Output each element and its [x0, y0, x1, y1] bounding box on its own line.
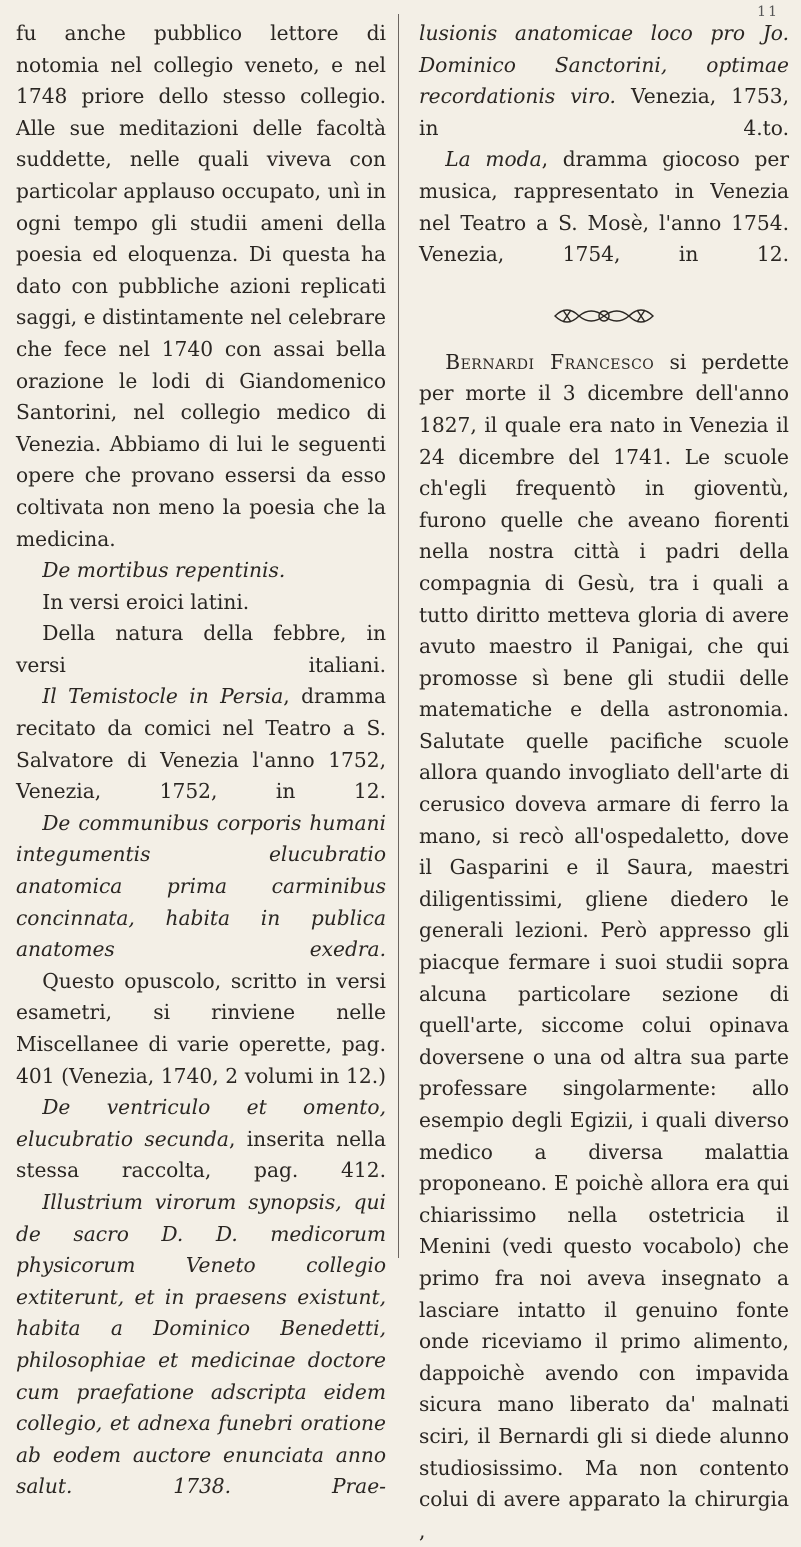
- work-title: La moda: [445, 147, 542, 172]
- biography-text: si perdette per morte il 3 dicembre dell'anno 1827, il quale era nato in Venezia il 24 dicembre del 1741. Le scuole ch'egli frequentò in gioventù, furono quelle che aveano fiorenti nella nostra città i padri della compagnia di Gesù, tra i quali a tutto diritto metteva gloria di avere avuto maestro il Panigai, che qui promosse sì bene gli studii delle matematiche e della astronomia. Salutate quelle pacifiche scuole allora quando invogliato dell'arte di cerusico doveva armare di ferro la mano, si recò all'ospedaletto, dove il Gasparini e il Saura, maestri diligentissimi, gliene diedero le generali lezioni. Però appresso gli piacque fermare i suoi studii sopra alcuna particolare sezione di quell'arte, siccome colui opinava doversene o una od altra sua parte professare singolarmente: allo esempio degli Egizii, i quali diverso medico a diversa malattia proponeano. E poichè allora era qui chiarissimo nella ostetricia il Menini (vedi questo vocabolo) che primo fra noi aveva insegnato a lasciare intatto il genuino fonte onde riceviamo il primo alimento, dappoichè avendo con impavida sicura mano liberato da' malnati sciri, il Bernardi gli si diede alunno studiosissimo. Ma non contento colui di avere apparato la chirurgia ,: [419, 349, 790, 1543]
- ornament-divider: [419, 299, 789, 333]
- work-title: De ventriculo et omento, elucubratio secunda: [16, 1095, 386, 1151]
- work-entry: [16, 1092, 386, 1187]
- work-entry: [419, 144, 789, 270]
- work-description: Questo opuscolo, scritto in versi esametri, si rinviene nelle Miscellanee di varie operette, pag. 401 (Venezia, 1740, 2 volumi in 12.): [16, 968, 386, 1088]
- work-description: , dramma recitato da comici nel Teatro a S. Salvatore di Venezia l'anno 1752, Venezia, 1752, in 12.: [16, 684, 386, 804]
- biography-name: Bernardi Francesco: [445, 349, 655, 374]
- biography-entry: [419, 347, 789, 1547]
- work-description: In versi eroici latini.: [42, 589, 250, 614]
- intro-paragraph: fu anche pubblico lettore di notomia nel collegio veneto, e nel 1748 priore dello stesso collegio. Alle sue meditazioni delle facoltà suddette, nelle quali viveva con particolar applauso occupato, unì in ogni tempo gli studii ameni della poesia ed eloquenza. Di questa ha dato con pubbliche azioni replicati saggi, e distintamente nel celebrare che fece nel 1740 con assai bella orazione le lodi di Giandomenico Santorini, nel collegio medico di Venezia. Abbiamo di lui le seguenti opere che provano essersi da esso coltivata non meno la poesia che la medicina.: [16, 21, 386, 551]
- work-entry: [16, 1187, 386, 1503]
- right-column: [419, 18, 789, 1547]
- left-column: [16, 18, 386, 1503]
- work-title: Della natura della febbre, in versi italiani.: [16, 621, 386, 677]
- work-description: Venezia, 1753, in 4.to.: [419, 84, 790, 140]
- work-title: De communibus corporis humani integumentis elucubratio anatomica prima carminibus concinnata, habita in publica anatomes exedra.: [16, 810, 386, 962]
- work-description: , inserita nella stessa raccolta, pag. 412.: [16, 1126, 386, 1183]
- page-number: 11: [757, 4, 779, 20]
- column-divider: [398, 14, 399, 1258]
- ornament-icon: [549, 299, 659, 333]
- work-title: lusionis anatomicae loco pro Jo. Dominico Sanctorini, optimae recordationis viro.: [419, 21, 789, 109]
- work-title: De mortibus repentinis.: [42, 558, 286, 583]
- work-title: Illustrium virorum synopsis, qui de sacro D. D. medicorum physicorum Veneto collegio extiterunt, et in praesens existunt, habita a Dominico Benedetti, philosophiae et medicinae doctore cum praefatione adscripta eidem collegio, et adnexa funebri oratione ab eodem auctore enunciata anno salut. 1738.: [16, 1189, 386, 1499]
- work-description: , dramma giocoso per musica, rappresentato in Venezia nel Teatro a S. Mosè, l'anno 1754. Venezia, 1754, in 12.: [419, 147, 789, 267]
- continued-text: Prae-: [331, 1474, 386, 1499]
- work-entry: [16, 681, 386, 807]
- work-entry: [419, 18, 789, 144]
- work-title: Il Temistocle in Persia: [42, 684, 284, 709]
